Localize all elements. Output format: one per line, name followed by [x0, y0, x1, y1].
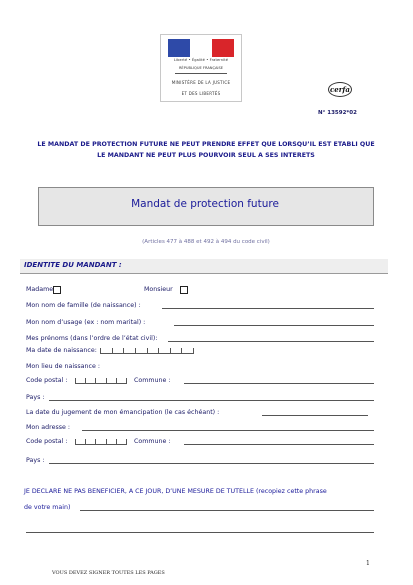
ministry-logo: [160, 34, 242, 102]
declaration-block: [24, 484, 380, 516]
commune-2-field[interactable]: [184, 444, 374, 445]
country-1-field[interactable]: [49, 400, 374, 401]
postal-code-1-label: Code postal :: [26, 377, 68, 384]
document-title: Mandat de protection future: [131, 198, 279, 210]
warning-line2: LE MANDANT NE PEUT PLUS POURVOIR SEUL A SES INTERETS: [97, 152, 315, 159]
family-name-field[interactable]: [162, 308, 374, 309]
sign-notice: VOUS DEVEZ SIGNER TOUTES LES PAGES: [52, 570, 165, 576]
first-names-field[interactable]: [168, 341, 374, 342]
french-flag-icon: [168, 39, 234, 57]
commune-2-label: Commune :: [134, 438, 171, 445]
logo-ministry-line1: MINISTÈRE DE LA JUSTICE: [171, 80, 231, 85]
country-2-label: Pays :: [26, 457, 45, 464]
cerfa-number: N° 13592*02: [318, 110, 357, 116]
country-1-label: Pays :: [26, 394, 45, 401]
madame-label: Madame: [26, 286, 54, 293]
commune-1-label: Commune :: [134, 377, 171, 384]
emancipation-field[interactable]: [262, 415, 368, 416]
emancipation-label: La date du jugement de mon émancipation (le cas échéant) :: [26, 409, 220, 416]
declaration-line1: JE DECLARE NE PAS BENEFICIER, A CE JOUR, D’UNE MESURE DE TUTELLE (recopiez cette phrase: [24, 488, 327, 495]
postal-code-1-field[interactable]: [75, 378, 127, 384]
usage-name-field[interactable]: [174, 325, 374, 326]
cerfa-logo: cerfa: [328, 82, 352, 97]
address-label: Mon adresse :: [26, 424, 71, 431]
logo-divider: [175, 73, 227, 74]
declaration-field-1[interactable]: [80, 510, 374, 511]
birth-date-field[interactable]: [100, 348, 194, 354]
usage-name-label: Mon nom d’usage (ex : nom marital) :: [26, 319, 146, 326]
logo-republic: RÉPUBLIQUE FRANÇAISE: [178, 66, 224, 70]
monsieur-label: Monsieur: [144, 286, 173, 293]
country-2-field[interactable]: [49, 463, 374, 464]
family-name-label: Mon nom de famille (de naissance) :: [26, 302, 141, 309]
warning-notice: [30, 139, 382, 161]
warning-line1: LE MANDAT DE PROTECTION FUTURE NE PEUT PRENDRE EFFET QUE LORSQU’IL EST ETABLI QUE: [37, 141, 375, 148]
postal-code-2-field[interactable]: [75, 439, 127, 445]
articles-reference: (Articles 477 à 488 et 492 à 494 du code civil): [142, 239, 270, 245]
logo-ministry-line2: ET DES LIBERTÉS: [181, 91, 221, 96]
section-title: IDENTITE DU MANDANT :: [24, 261, 122, 269]
monsieur-checkbox[interactable]: [180, 286, 188, 294]
first-names-label: Mes prénoms (dans l’ordre de l’état civil):: [26, 335, 158, 342]
birth-date-label: Ma date de naissance:: [26, 347, 97, 354]
commune-1-field[interactable]: [184, 383, 374, 384]
address-field[interactable]: [82, 430, 374, 431]
madame-checkbox[interactable]: [53, 286, 61, 294]
postal-code-2-label: Code postal :: [26, 438, 68, 445]
page-number: 1: [366, 560, 370, 567]
declaration-field-2[interactable]: [26, 532, 374, 533]
birth-place-label: Mon lieu de naissance :: [26, 363, 100, 370]
logo-motto: Liberté • Égalité • Fraternité: [173, 58, 229, 62]
declaration-line2: de votre main): [24, 504, 71, 511]
